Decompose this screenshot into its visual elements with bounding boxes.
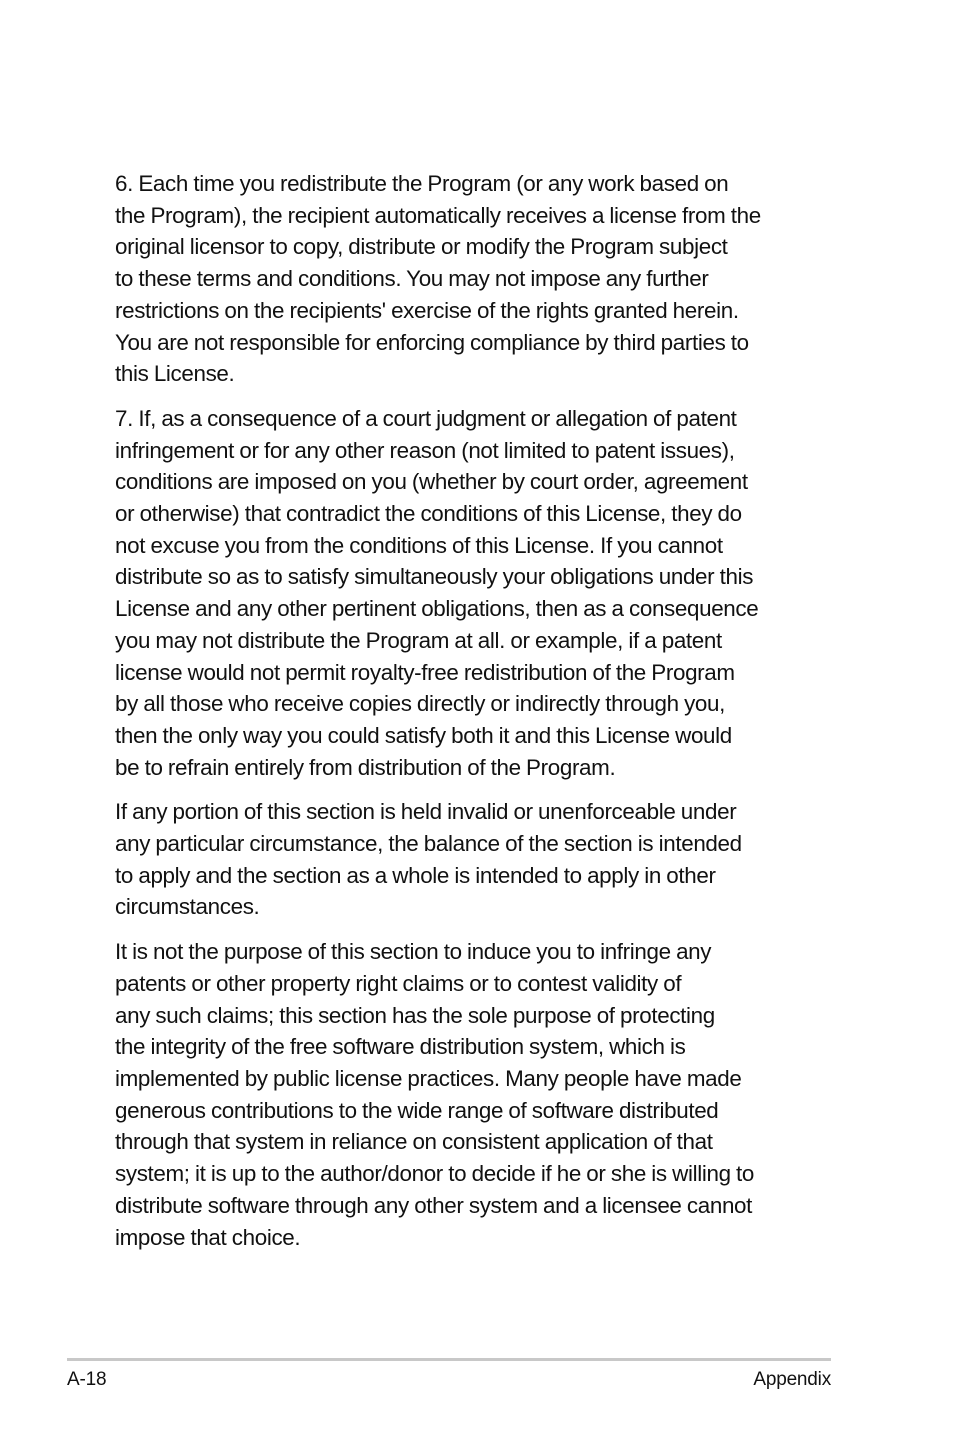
- text-line: you may not distribute the Program at all. or example, if a patent: [115, 627, 722, 653]
- text-line: implemented by public license practices. Many people have made: [115, 1065, 742, 1091]
- text-line: infringement or for any other reason (not limited to patent issues),: [115, 437, 735, 463]
- text-line: the integrity of the free software distribution system, which is: [115, 1034, 686, 1060]
- text-line: distribute software through any other system and a licensee cannot: [115, 1192, 753, 1218]
- section-name: Appendix: [753, 1369, 831, 1390]
- text-line: You are not responsible for enforcing compliance by third parties to: [115, 329, 749, 355]
- text-line: restrictions on the recipients' exercise of the rights granted herein.: [115, 297, 739, 323]
- text-line: distribute so as to satisfy simultaneously your obligations under this: [115, 564, 754, 590]
- text-line: the Program), the recipient automatically receives a license from the: [115, 202, 761, 228]
- text-line: generous contributions to the wide range of software distributed: [115, 1097, 719, 1123]
- text-line: patents or other property right claims or to contest validity of: [115, 970, 682, 996]
- text-line: to these terms and conditions. You may not impose any further: [115, 266, 709, 292]
- paragraph-purpose: [115, 936, 837, 1253]
- text-line: License and any other pertinent obligations, then as a consequence: [115, 596, 759, 622]
- text-line: or otherwise) that contradict the conditions of this License, they do: [115, 501, 742, 527]
- text-line: license would not permit royalty-free redistribution of the Program: [115, 659, 735, 685]
- text-line: any particular circumstance, the balance of the section is intended: [115, 831, 742, 857]
- footer-divider: [67, 1358, 831, 1361]
- document-body: [115, 168, 837, 1266]
- text-line: conditions are imposed on you (whether by court order, agreement: [115, 469, 748, 495]
- text-line: 6. Each time you redistribute the Program (or any work based on: [115, 171, 729, 196]
- text-line: this License.: [115, 361, 235, 387]
- text-line: system; it is up to the author/donor to decide if he or she is willing to: [115, 1161, 755, 1187]
- text-line: circumstances.: [115, 894, 260, 920]
- text-line: any such claims; this section has the sole purpose of protecting: [115, 1002, 715, 1028]
- text-line: If any portion of this section is held invalid or unenforceable under: [115, 799, 737, 825]
- text-line: to apply and the section as a whole is intended to apply in other: [115, 862, 716, 888]
- text-line: through that system in reliance on consistent application of that: [115, 1129, 713, 1155]
- page-number: A-18: [67, 1369, 107, 1390]
- text-line: impose that choice.: [115, 1224, 301, 1250]
- text-line: not excuse you from the conditions of this License. If you cannot: [115, 532, 723, 558]
- text-line: then the only way you could satisfy both it and this License would: [115, 722, 732, 748]
- text-line: by all those who receive copies directly or indirectly through you,: [115, 691, 726, 717]
- text-line: be to refrain entirely from distribution of the Program.: [115, 754, 616, 780]
- paragraph-invalid-portion: [115, 796, 837, 923]
- paragraph-section-7: [115, 403, 837, 783]
- text-line: 7. If, as a consequence of a court judgment or allegation of patent: [115, 405, 737, 431]
- text-line: It is not the purpose of this section to induce you to infringe any: [115, 939, 712, 965]
- paragraph-section-6: [115, 168, 837, 390]
- text-line: original licensor to copy, distribute or modify the Program subject: [115, 234, 728, 260]
